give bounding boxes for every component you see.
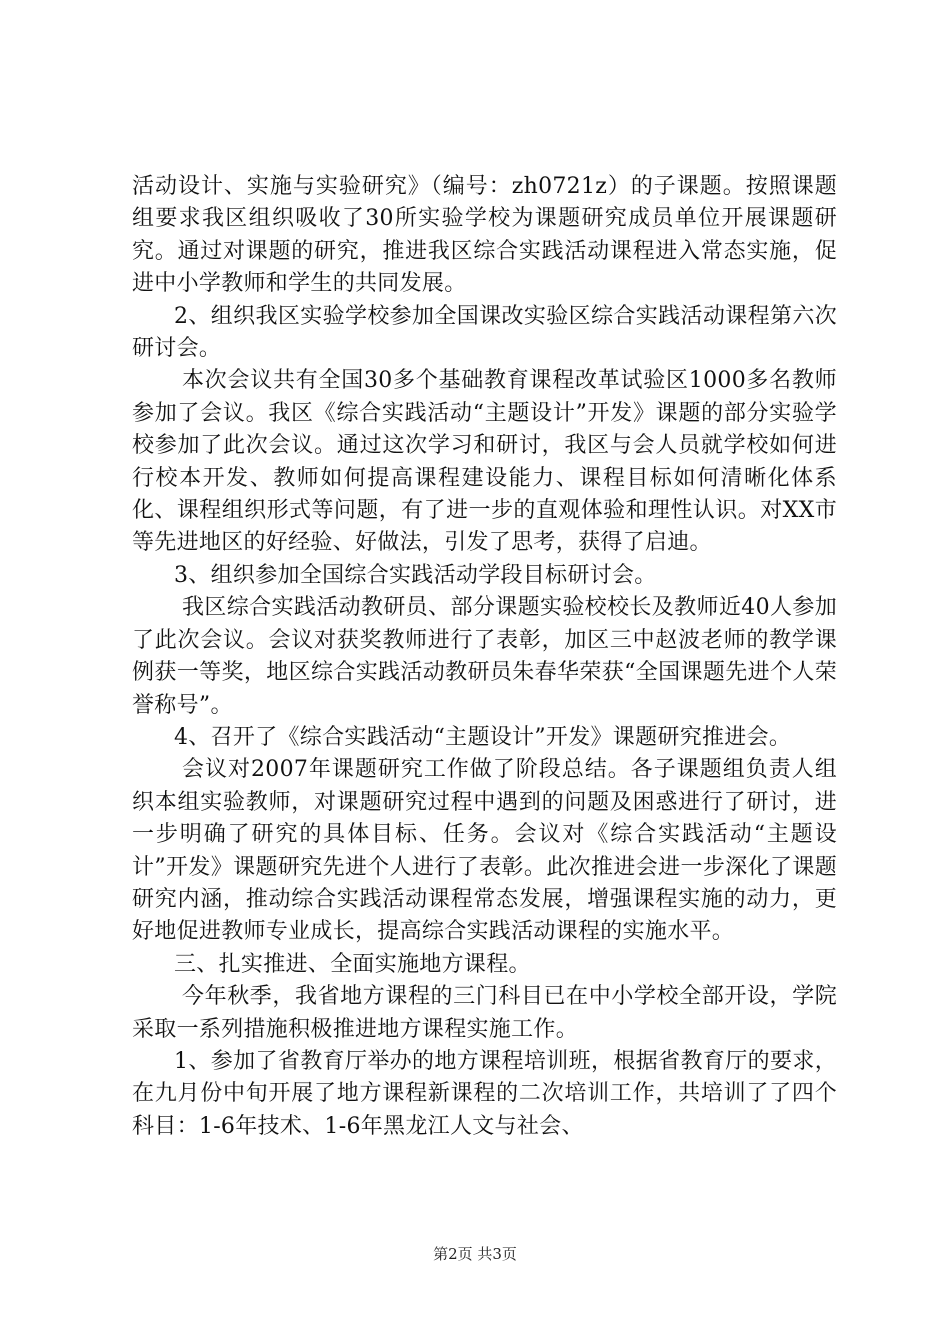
paragraph-local-curriculum: 今年秋季，我省地方课程的三门科目已在中小学校全部开设，学院采取一系列措施积极推进地方课程实施工作。 bbox=[132, 984, 837, 1042]
page-number-footer: 第2页 共3页 bbox=[433, 1245, 517, 1263]
paragraph-promotion-meeting: 会议对2007年课题研究工作做了阶段总结。各子课题组负责人组织本组实验教师，对课题研究过程中遇到的问题及困惑进行了研讨，进一步明确了研究的具体目标、任务。会议对《综合实践活动“主题设计”开发》课题研究先进个人进行了表彰。此次推进会进一步深化了课题研究内涵，推动综合实践活动课程常态发展，增强课程实施的动力，更好地促进教师专业成长，提高综合实践活动课程的实施水平。 bbox=[132, 757, 837, 945]
paragraph-seminar-6: 本次会议共有全国30多个基础教育课程改革试验区1000多名教师参加了会议。我区《综合实践活动“主题设计”开发》课题的部分实验学校参加了此次会议。通过这次学习和研讨，我区与会人员就学校如何进行校本开发、教师如何提高课程建设能力、课程目标如何清晰化体系化、课程组织形式等问题，有了进一步的直观体验和理性认识。对XX市等先进地区的好经验、好做法，引发了思考，获得了启迪。 bbox=[132, 368, 837, 556]
paragraph-stage-goals-seminar: 我区综合实践活动教研员、部分课题实验校校长及教师近40人参加了此次会议。会议对获奖教师进行了表彰，加区三中赵波老师的教学课例获一等奖，地区综合实践活动教研员朱春华荣获“全国课题先进个人荣誉称号”。 bbox=[132, 595, 837, 718]
paragraph-item-2-heading: 2、组织我区实验学校参加全国课改实验区综合实践活动课程第六次研讨会。 bbox=[132, 303, 837, 362]
paragraph-continuation: 活动设计、实施与实验研究》（编号：zh0721z）的子课题。按照课题组要求我区组织吸收了30所实验学校为课题研究成员单位开展课题研究。通过对课题的研究，推进我区综合实践活动课程进入常态实施，促进中小学教师和学生的共同发展。 bbox=[132, 174, 837, 297]
section-three-heading: 三、扎实推进、全面实施地方课程。 bbox=[174, 951, 531, 977]
paragraph-item-3-heading: 3、组织参加全国综合实践活动学段目标研讨会。 bbox=[174, 562, 657, 588]
paragraph-item-4-heading: 4、召开了《综合实践活动“主题设计”开发》课题研究推进会。 bbox=[174, 724, 792, 750]
body-text bbox=[132, 171, 837, 1143]
paragraph-training-item-1: 1、参加了省教育厅举办的地方课程培训班，根据省教育厅的要求，在九月份中旬开展了地方课程新课程的二次培训工作，共培训了了四个科目：1-6年技术、1-6年黑龙江人文与社会、 bbox=[132, 1048, 837, 1139]
